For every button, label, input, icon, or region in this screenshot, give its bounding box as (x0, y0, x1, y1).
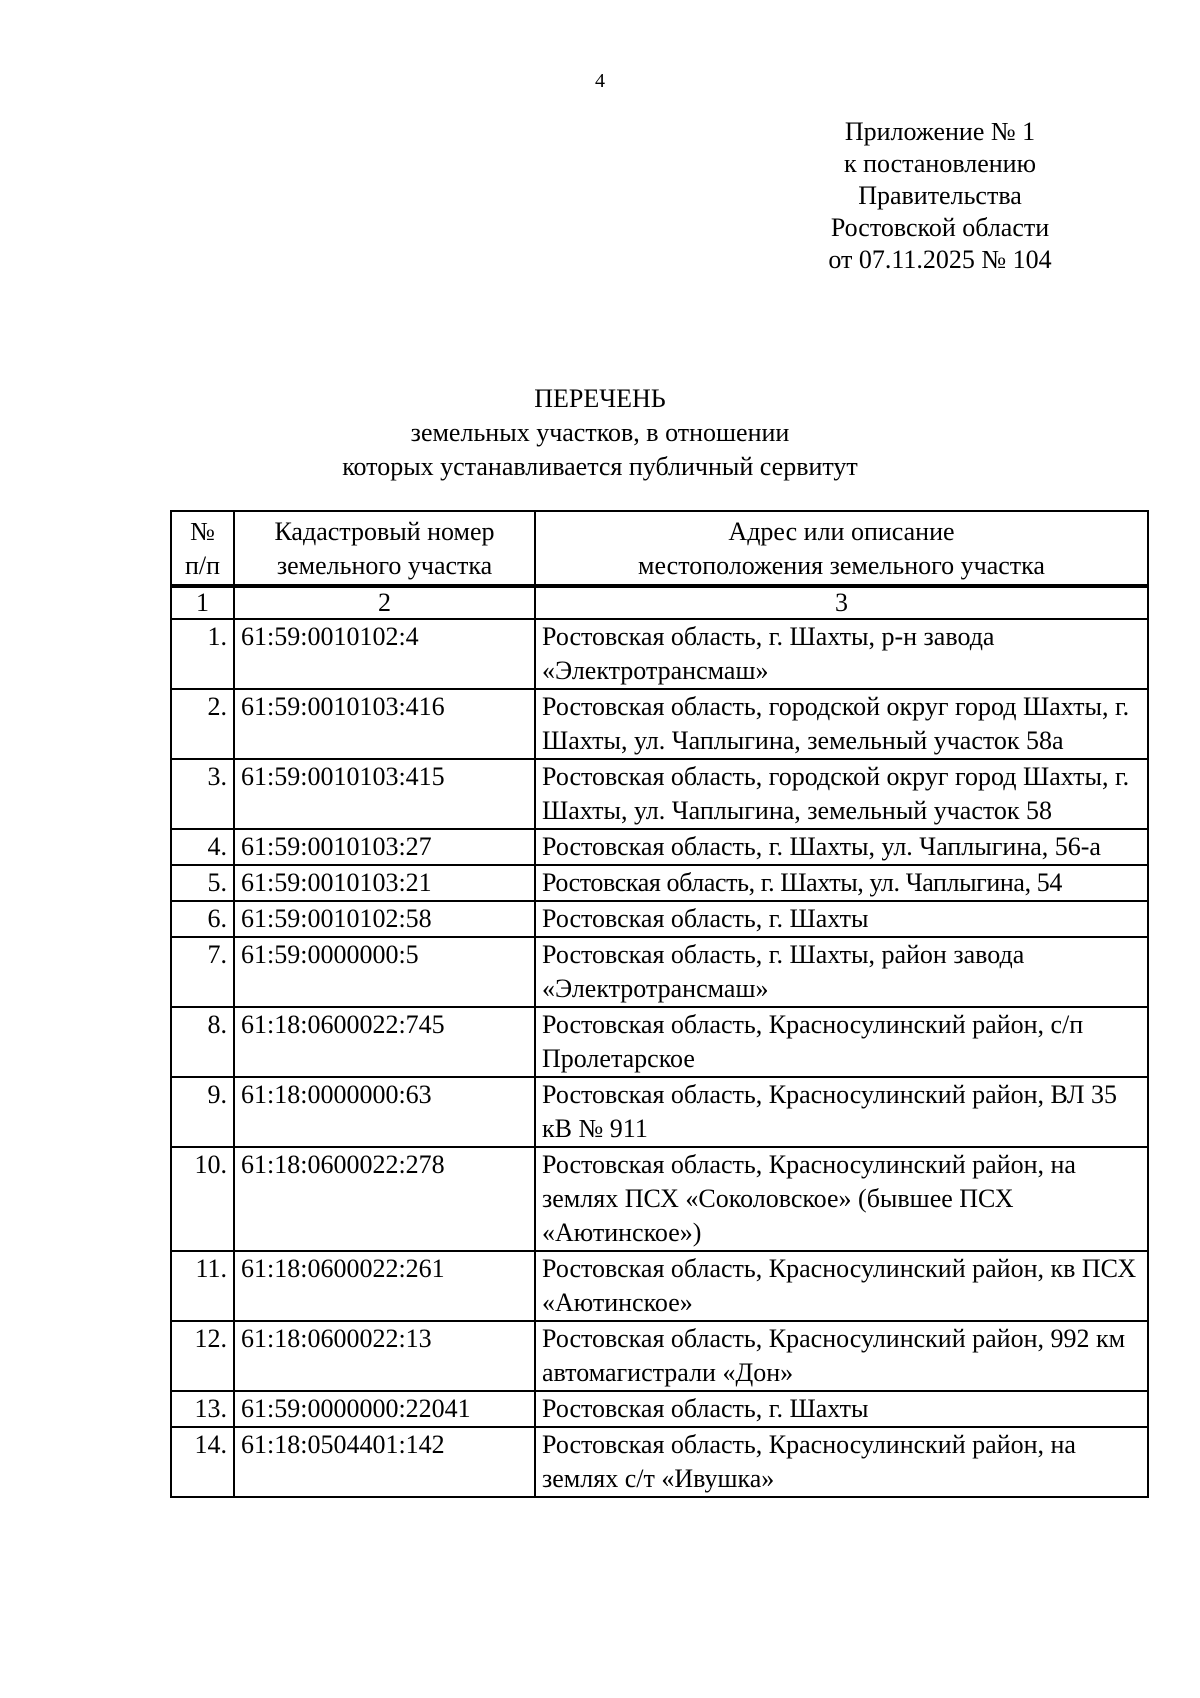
table-row (171, 901, 1148, 937)
parcel-address: Ростовская область, Красносулинский район, с/п Пролетарское (535, 1007, 1148, 1077)
cadastral-number: 61:59:0000000:5 (234, 937, 535, 1007)
cadastral-number: 61:18:0600022:261 (234, 1251, 535, 1321)
table-row (171, 1007, 1148, 1077)
appendix-line: Правительства (858, 181, 1022, 210)
row-number: 5. (171, 865, 234, 901)
row-number: 8. (171, 1007, 234, 1077)
column-number: 1 (171, 586, 234, 619)
table-row (171, 1147, 1148, 1251)
parcel-address: Ростовская область, г. Шахты (535, 901, 1148, 937)
title-main: ПЕРЕЧЕНЬ (534, 384, 666, 413)
title-line-2: земельных участков, в отношении (410, 418, 790, 447)
row-number: 1. (171, 619, 234, 689)
cadastral-number: 61:59:0000000:22041 (234, 1391, 535, 1427)
cadastral-number: 61:18:0000000:63 (234, 1077, 535, 1147)
cadastral-number: 61:18:0600022:745 (234, 1007, 535, 1077)
row-number: 11. (171, 1251, 234, 1321)
header-address-line-1: Адрес или описание (728, 517, 955, 546)
table-row (171, 759, 1148, 829)
header-address (535, 511, 1148, 586)
appendix-line: от 07.11.2025 № 104 (828, 245, 1052, 274)
row-number: 4. (171, 829, 234, 865)
column-number: 2 (234, 586, 535, 619)
parcels-table (170, 510, 1149, 1498)
title-line-3: которых устанавливается публичный сервитут (342, 452, 858, 481)
header-number (171, 511, 234, 586)
row-number: 12. (171, 1321, 234, 1391)
table-row (171, 1251, 1148, 1321)
appendix-block (780, 116, 1100, 276)
parcel-address: Ростовская область, городской округ город Шахты, г. Шахты, ул. Чаплыгина, земельный участок 58а (535, 689, 1148, 759)
header-cadastral-line-1: Кадастровый номер (274, 517, 495, 546)
cadastral-number: 61:59:0010103:416 (234, 689, 535, 759)
row-number: 6. (171, 901, 234, 937)
parcel-address: Ростовская область, г. Шахты, ул. Чаплыгина, 56-а (535, 829, 1148, 865)
parcel-address: Ростовская область, г. Шахты, ул. Чаплыгина, 54 (535, 865, 1148, 901)
cadastral-number: 61:59:0010103:27 (234, 829, 535, 865)
table-row (171, 1391, 1148, 1427)
row-number: 3. (171, 759, 234, 829)
parcel-address: Ростовская область, Красносулинский район, ВЛ 35 кВ № 911 (535, 1077, 1148, 1147)
cadastral-number: 61:18:0600022:278 (234, 1147, 535, 1251)
parcel-address: Ростовская область, Красносулинский район, 992 км автомагистрали «Дон» (535, 1321, 1148, 1391)
cadastral-number: 61:59:0010102:4 (234, 619, 535, 689)
table-header-row (171, 511, 1148, 586)
table-row (171, 865, 1148, 901)
appendix-line: Ростовской области (830, 213, 1050, 242)
appendix-line: к постановлению (843, 149, 1037, 178)
cadastral-number: 61:59:0010103:21 (234, 865, 535, 901)
parcel-address: Ростовская область, городской округ город Шахты, г. Шахты, ул. Чаплыгина, земельный участок 58 (535, 759, 1148, 829)
parcel-address: Ростовская область, г. Шахты, р-н завода «Электротрансмаш» (535, 619, 1148, 689)
table-row (171, 829, 1148, 865)
table-row (171, 1427, 1148, 1497)
document-title (0, 382, 1200, 484)
header-address-line-2: местоположения земельного участка (638, 551, 1045, 580)
table-row (171, 619, 1148, 689)
appendix-line: Приложение № 1 (844, 117, 1036, 146)
header-cadastral (234, 511, 535, 586)
table-row (171, 937, 1148, 1007)
cadastral-number: 61:59:0010102:58 (234, 901, 535, 937)
column-number: 3 (535, 586, 1148, 619)
table-row (171, 1077, 1148, 1147)
row-number: 10. (171, 1147, 234, 1251)
table-row (171, 1321, 1148, 1391)
parcel-address: Ростовская область, Красносулинский район, на землях с/т «Ивушка» (535, 1427, 1148, 1497)
table-row (171, 689, 1148, 759)
row-number: 9. (171, 1077, 234, 1147)
row-number: 14. (171, 1427, 234, 1497)
header-number-line-1: № (190, 517, 215, 546)
row-number: 7. (171, 937, 234, 1007)
parcel-address: Ростовская область, Красносулинский район, на землях ПСХ «Соколовское» (бывшее ПСХ «Аютинское») (535, 1147, 1148, 1251)
cadastral-number: 61:18:0504401:142 (234, 1427, 535, 1497)
parcel-address: Ростовская область, г. Шахты (535, 1391, 1148, 1427)
column-number-row (171, 586, 1148, 619)
parcel-address: Ростовская область, г. Шахты, район завода «Электротрансмаш» (535, 937, 1148, 1007)
cadastral-number: 61:59:0010103:415 (234, 759, 535, 829)
header-cadastral-line-2: земельного участка (276, 551, 493, 580)
row-number: 2. (171, 689, 234, 759)
parcel-address: Ростовская область, Красносулинский район, кв ПСХ «Аютинское» (535, 1251, 1148, 1321)
page-number: 4 (595, 70, 605, 92)
row-number: 13. (171, 1391, 234, 1427)
header-number-line-2: п/п (184, 551, 221, 580)
cadastral-number: 61:18:0600022:13 (234, 1321, 535, 1391)
